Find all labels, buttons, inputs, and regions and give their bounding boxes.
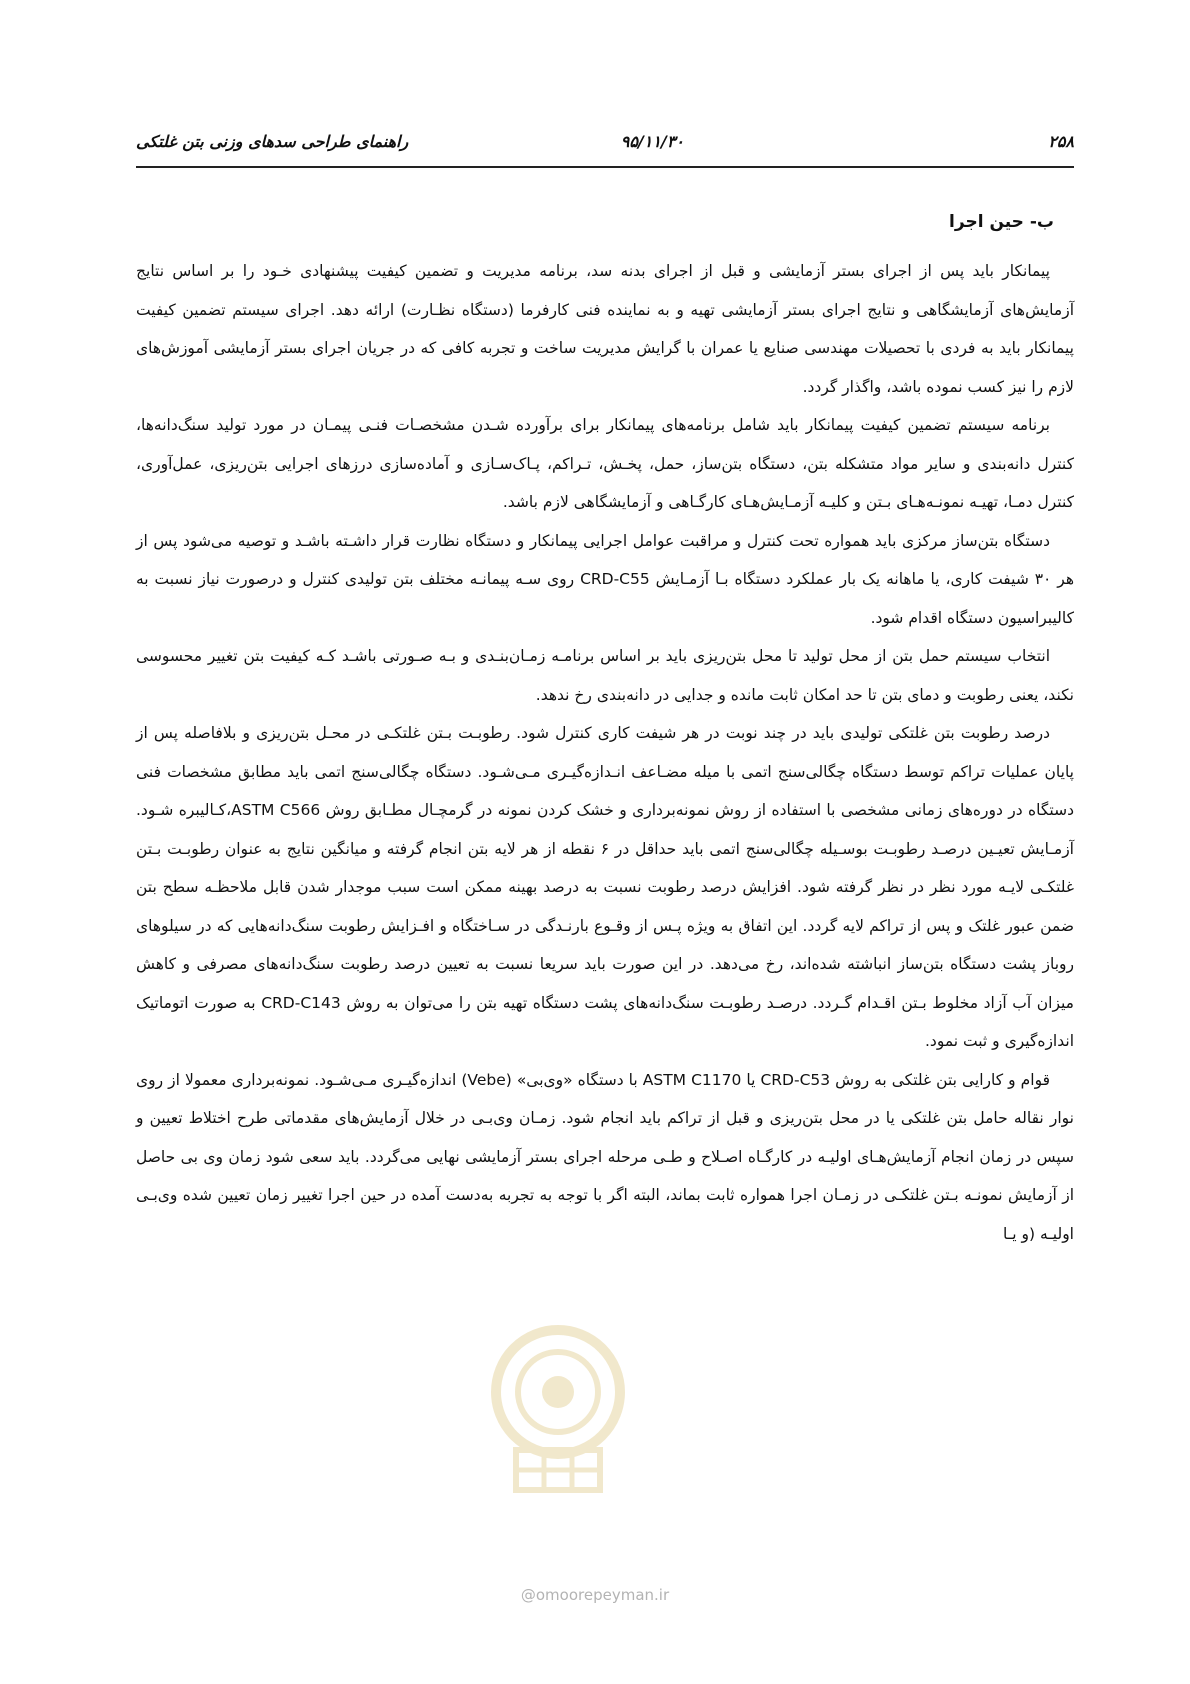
section-heading: ب- حین اجرا — [949, 212, 1054, 232]
watermark-logo — [458, 1300, 658, 1500]
body-text — [136, 252, 1074, 1253]
page-number: ۲۵۸ — [1048, 132, 1074, 151]
paragraph: پیمانکار باید پس از اجرای بستر آزمایشی و قبل از اجرای بدنه سد، برنامه مدیریت و تضمین کیفیت پیشنهادی خـود را بر اساس نتایج آزمایش‌های آزمایشگاهی و نتایج اجرای بستر آزمایشی تهیه و به نماینده فنی کارفرما (دستگاه نظـارت) ارائه دهد. اجرای سیستم تضمین کیفیت پیمانکار باید به فردی با تحصیلات مهندسی صنایع یا عمران با گرایش مدیریت ساخت و تجربه کافی که در جریان اجرای بستر آزمایشی آموزش‌های لازم را نیز کسب نموده باشد، واگذار گردد. — [136, 262, 1074, 396]
paragraph: درصد رطوبت بتن غلتکی تولیدی باید در چند نوبت در هر شیفت کاری کنترل شود. رطوبـت بـتن غلتکـی در محـل بتن‌ریزی و بلافاصله پس از پایان عملیات تراکم توسط دستگاه چگالی‌سنج اتمی با میله مضـاعف انـدازه‌گیـری مـی‌شـود. دستگاه چگالی‌سنج اتمی باید مطابق مشخصات فنی دستگاه در دوره‌های زمانی مشخصی با استفاده از روش نمونه‌برداری و خشک کردن نمونه در گرمچـال مطـابق روش ASTM C566،کـالیبره شـود. آزمـایش تعیـین درصـد رطوبـت بوسـیله چگالی‌سنج اتمی باید حداقل در ۶ نقطه از هر لایه بتن انجام گرفته و میانگین نتایج به عنوان رطوبـت بـتن غلتکـی لایـه مورد نظر در نظر گرفته شود. افزایش درصد رطوبت نسبت به درصد بهینه ممکن است سبب موجدار شدن قابل ملاحظـه سطح بتن ضمن عبور غلتک و پس از تراکم لایه گردد. این اتفاق به ویژه پـس از وقـوع بارنـدگی در سـاختگاه و افـزایش رطوبت سنگ‌دانه‌هایی که در سیلوهای روباز پشت دستگاه بتن‌ساز انباشته شده‌اند، رخ می‌دهد. در این صورت باید سریعا نسبت به تعیین درصد رطوبت سنگ‌دانه‌های مصرفی و کاهش میزان آب آزاد مخلوط بـتن اقـدام گـردد. درصـد رطوبـت سنگ‌دانه‌های پشت دستگاه تهیه بتن را می‌توان به روش CRD-C143 به صورت اتوماتیک اندازه‌گیری و ثبت نمود. — [136, 724, 1074, 1050]
header-date: ۹۵/۱۱/۳۰ — [620, 132, 684, 151]
footer-watermark: @omoorepeyman.ir — [520, 1586, 670, 1604]
paragraph: برنامه سیستم تضمین کیفیت پیمانکار باید شامل برنامه‌های پیمانکار برای برآورده شـدن مشخصـات فنـی پیمـان در مورد تولید سنگ‌دانه‌ها، کنترل دانه‌بندی و سایر مواد متشکله بتن، دستگاه بتن‌ساز، حمل، پخـش، تـراکم، پـاک‌سـازی و آماده‌سازی درزهای اجرایی بتن‌ریزی، عمل‌آوری، کنترل دمـا، تهیـه نمونـه‌هـای بـتن و کلیـه آزمـایش‌هـای کارگـاهی و آزمایشگاهی لازم باشد. — [136, 416, 1074, 511]
paragraph: دستگاه بتن‌ساز مرکزی باید همواره تحت کنترل و مراقبت عوامل اجرایی پیمانکار و دستگاه نظارت قرار داشـته باشـد و توصیه می‌شود پس از هر ۳۰ شیفت کاری، یا ماهانه یک بار عملکرد دستگاه بـا آزمـایش CRD-C55 روی سـه پیمانـه مختلف بتن تولیدی کنترل و درصورت نیاز نسبت به کالیبراسیون دستگاه اقدام شود. — [136, 531, 1075, 627]
running-title: راهنمای طراحی سدهای وزنی بتن غلتکی — [136, 132, 409, 151]
paragraph: قوام و کارایی بتن غلتکی به روش CRD-C53 یا ASTM C1170 با دستگاه «وی‌بی» (Vebe) اندازه‌گیـری مـی‌شـود. نمونه‌برداری معمولا از روی نوار نقاله حامل بتن غلتکی یا در محل بتن‌ریزی و قبل از تراکم باید انجام شود. زمـان وی‌بـی در خلال آزمایش‌های مقدماتی طرح اختلاط تعیین و سپس در زمان انجام آزمایش‌هـای اولیـه در کارگـاه اصـلاح و طـی مرحله اجرای بستر آزمایشی نهایی می‌گردد. باید سعی شود زمان وی بی حاصل از آزمایش نمونـه بـتن غلتکـی در زمـان اجرا همواره ثابت بماند، البته اگر با توجه به تجربه به‌دست آمده در حین اجرا تغییر زمان تعیین شده وی‌بـی اولیـه (و یـا — [136, 1070, 1074, 1243]
paragraph: انتخاب سیستم حمل بتن از محل تولید تا محل بتن‌ریزی باید بر اساس برنامـه زمـان‌بنـدی و بـه صـورتی باشـد کـه کیفیت بتن تغییر محسوسی نکند، یعنی رطوبت و دمای بتن تا حد امکان ثابت مانده و جدایی در دانه‌بندی رخ ندهد. — [136, 647, 1074, 704]
page-header — [136, 126, 1074, 168]
